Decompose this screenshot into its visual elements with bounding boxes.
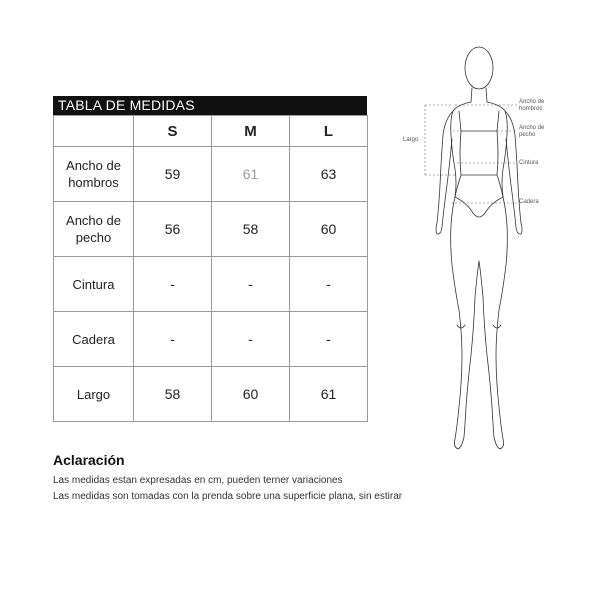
cell-chest-s: 56 [134,202,212,257]
row-label-length: Largo [54,367,134,422]
table-row [54,312,368,367]
header-corner [54,116,134,147]
label-line: pecho [519,132,536,138]
cell-shoulders-s: 59 [134,147,212,202]
header-row [54,116,368,147]
label-line: hombros [519,106,543,112]
row-label-line: pecho [75,230,112,245]
table-title: TABLA DE MEDIDAS [53,96,367,115]
row-label-line: Ancho de [66,213,121,228]
size-table [53,96,367,422]
cell-waist-l: - [290,257,368,312]
cell-waist-m: - [212,257,290,312]
table-row [54,147,368,202]
cell-hip-s: - [134,312,212,367]
size-grid [53,115,368,422]
cell-hip-l: - [290,312,368,367]
label-line: Ancho de [519,99,545,105]
table-row [54,202,368,257]
cell-hip-m: - [212,312,290,367]
header-size-s: S [134,116,212,147]
table-row [54,367,368,422]
label-length: Largo [403,137,419,143]
note-line: Las medidas son tomadas con la prenda sobre una superficie plana, sin estirar [53,491,403,502]
body-figure-illustration [395,35,600,465]
row-label-shoulders [54,147,134,202]
cell-chest-m: 58 [212,202,290,257]
row-label-line: hombros [68,175,119,190]
label-chest-width [519,125,544,139]
cell-length-m: 60 [212,367,290,422]
row-label-hip: Cadera [54,312,134,367]
header-size-m: M [212,116,290,147]
cell-chest-l: 60 [290,202,368,257]
body-figure-drawing [395,35,600,465]
note-line: Las medidas estan expresadas en cm, pueden terner variaciones [53,475,343,486]
label-line: Ancho de [519,125,545,131]
row-label-line: Ancho de [66,158,121,173]
note-title: Aclaración [53,452,125,468]
cell-length-s: 58 [134,367,212,422]
cell-shoulders-m: 61 [212,147,290,202]
header-size-l: L [290,116,368,147]
row-label-chest [54,202,134,257]
cell-length-l: 61 [290,367,368,422]
label-waist: Cintura [519,160,539,166]
row-label-waist: Cintura [54,257,134,312]
label-hip: Cadera [519,199,539,205]
cell-waist-s: - [134,257,212,312]
cell-shoulders-l: 63 [290,147,368,202]
table-row [54,257,368,312]
label-shoulder-width [519,99,544,113]
